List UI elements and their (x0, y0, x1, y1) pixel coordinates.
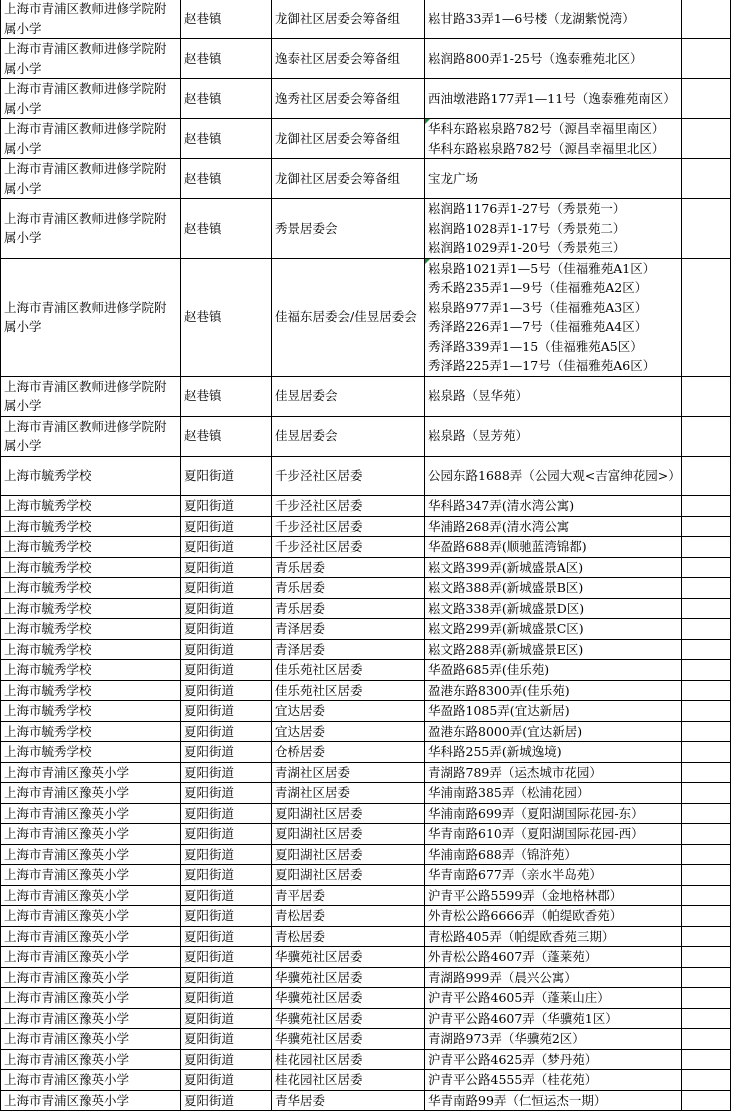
address-cell (425, 537, 682, 558)
school-cell: 上海市毓秀学校 (1, 680, 181, 701)
committee-cell: 佳福东居委会/佳昱居委会 (272, 258, 425, 376)
table-row (1, 39, 731, 79)
town-cell: 夏阳街道 (181, 516, 272, 537)
committee-cell: 华骥苑社区居委 (272, 1029, 425, 1050)
table-row (1, 742, 731, 763)
empty-cell (682, 516, 731, 537)
school-cell: 上海市青浦区教师进修学院附属小学 (1, 39, 181, 79)
empty-cell (682, 865, 731, 886)
committee-cell: 华骥苑社区居委 (272, 967, 425, 988)
empty-cell (682, 906, 731, 927)
school-cell: 上海市青浦区豫英小学 (1, 783, 181, 804)
address-line: 宝龙广场 (428, 170, 479, 186)
table-row (1, 844, 731, 865)
address-line: 华青南路610弄（夏阳湖国际花园-西） (428, 826, 644, 842)
address-cell (425, 159, 682, 199)
address-line: 盈港东路8000弄(宜达新居) (428, 723, 583, 739)
address-cell (425, 0, 682, 39)
table-row (1, 557, 731, 578)
school-cell: 上海市青浦区豫英小学 (1, 947, 181, 968)
table-row (1, 258, 731, 376)
town-cell: 赵巷镇 (181, 199, 272, 259)
address-line: 崧润路800弄1-25号（逸泰雅苑北区） (428, 50, 643, 66)
empty-cell (682, 762, 731, 783)
empty-cell (682, 79, 731, 119)
table-row (1, 1008, 731, 1029)
committee-cell: 青华居委 (272, 1090, 425, 1111)
school-cell: 上海市青浦区豫英小学 (1, 906, 181, 927)
table-row (1, 496, 731, 517)
town-cell: 夏阳街道 (181, 1008, 272, 1029)
address-cell (425, 598, 682, 619)
address-line: 华科东路崧泉路782号（源昌幸福里北区） (428, 140, 665, 156)
empty-cell (682, 456, 731, 495)
address-line: 沪青平公路4607弄（华骥苑1区） (428, 1010, 618, 1026)
table-row (1, 619, 731, 640)
committee-cell: 桂花园社区居委 (272, 1049, 425, 1070)
address-line: 秀泽路226弄1—7号（佳福雅苑A4区） (428, 319, 648, 335)
table-row (1, 783, 731, 804)
table-row (1, 639, 731, 660)
address-line: 秀泽路339弄1—15（佳福雅苑A5区） (428, 338, 643, 354)
empty-cell (682, 258, 731, 376)
committee-cell: 龙御社区居委会筹备组 (272, 119, 425, 159)
committee-cell: 龙御社区居委会筹备组 (272, 0, 425, 39)
address-cell (425, 865, 682, 886)
address-line: 华科东路崧泉路782号（源昌幸福里南区） (428, 121, 665, 136)
address-line: 华青南路99弄（仁恒运杰一期） (428, 1092, 607, 1108)
empty-cell (682, 1090, 731, 1111)
town-cell: 夏阳街道 (181, 598, 272, 619)
table-row (1, 119, 731, 159)
table-row (1, 701, 731, 722)
committee-cell: 秀景居委会 (272, 199, 425, 259)
table-row (1, 967, 731, 988)
school-cell: 上海市青浦区豫英小学 (1, 885, 181, 906)
address-cell (425, 1029, 682, 1050)
address-cell (425, 885, 682, 906)
empty-cell (682, 557, 731, 578)
table-row (1, 199, 731, 259)
committee-cell: 青乐居委 (272, 598, 425, 619)
empty-cell (682, 1008, 731, 1029)
address-line: 崧润路1029弄1-20号（秀景苑三） (428, 240, 626, 255)
address-line: 沪青平公路5599弄（金地格林郡） (428, 887, 623, 903)
address-cell (425, 1090, 682, 1111)
address-cell (425, 701, 682, 722)
address-line: 崧文路338弄(新城盛景D区) (428, 600, 585, 616)
committee-cell: 逸秀社区居委会筹备组 (272, 79, 425, 119)
town-cell: 赵巷镇 (181, 39, 272, 79)
school-cell: 上海市青浦区豫英小学 (1, 824, 181, 845)
address-line: 华盈路688弄(顺驰蓝湾锦都) (428, 539, 587, 555)
table-body (1, 0, 731, 1111)
empty-cell (682, 721, 731, 742)
address-line: 青湖路973弄（华骥苑2区） (428, 1031, 585, 1047)
table-row (1, 947, 731, 968)
committee-cell: 华骥苑社区居委 (272, 947, 425, 968)
empty-cell (682, 199, 731, 259)
address-cell (425, 742, 682, 763)
committee-cell: 千步泾社区居委 (272, 496, 425, 517)
table-row (1, 516, 731, 537)
address-cell (425, 660, 682, 681)
school-cell: 上海市毓秀学校 (1, 516, 181, 537)
empty-cell (682, 1070, 731, 1091)
address-line: 崧泉路977弄1—3号（佳福雅苑A3区） (428, 299, 648, 315)
empty-cell (682, 885, 731, 906)
address-cell (425, 988, 682, 1009)
committee-cell: 佳昱居委会 (272, 376, 425, 416)
table-row (1, 680, 731, 701)
empty-cell (682, 803, 731, 824)
address-line: 崧文路288弄(新城盛景E区) (428, 641, 584, 657)
committee-cell: 佳昱居委会 (272, 416, 425, 456)
empty-cell (682, 119, 731, 159)
address-line: 华浦南路385弄（松浦花园） (428, 785, 590, 801)
school-cell: 上海市青浦区豫英小学 (1, 844, 181, 865)
school-cell: 上海市青浦区豫英小学 (1, 988, 181, 1009)
school-cell: 上海市毓秀学校 (1, 742, 181, 763)
address-cell (425, 947, 682, 968)
town-cell: 夏阳街道 (181, 906, 272, 927)
empty-cell (682, 660, 731, 681)
school-cell: 上海市青浦区豫英小学 (1, 803, 181, 824)
address-line: 崧润路1176弄1-27号（秀景苑一） (428, 201, 626, 216)
town-cell: 夏阳街道 (181, 803, 272, 824)
empty-cell (682, 783, 731, 804)
table-row (1, 159, 731, 199)
committee-cell: 华骥苑社区居委 (272, 1008, 425, 1029)
table-row (1, 660, 731, 681)
committee-cell: 宜达居委 (272, 721, 425, 742)
address-cell (425, 967, 682, 988)
table-row (1, 762, 731, 783)
address-cell (425, 1070, 682, 1091)
empty-cell (682, 680, 731, 701)
address-line: 华青南路677弄（亲水半岛苑） (428, 867, 602, 883)
school-cell: 上海市青浦区豫英小学 (1, 1070, 181, 1091)
school-cell: 上海市毓秀学校 (1, 660, 181, 681)
committee-cell: 青泽居委 (272, 639, 425, 660)
school-cell: 上海市毓秀学校 (1, 578, 181, 599)
table-row (1, 1090, 731, 1111)
table-row (1, 926, 731, 947)
address-line: 青松路405弄（帕缇欧香苑三期） (428, 928, 615, 944)
empty-cell (682, 1049, 731, 1070)
committee-cell: 夏阳湖社区居委 (272, 824, 425, 845)
town-cell: 夏阳街道 (181, 762, 272, 783)
address-cell (425, 803, 682, 824)
committee-cell: 龙御社区居委会筹备组 (272, 159, 425, 199)
town-cell: 夏阳街道 (181, 1029, 272, 1050)
school-cell: 上海市青浦区教师进修学院附属小学 (1, 376, 181, 416)
town-cell: 夏阳街道 (181, 639, 272, 660)
table-row (1, 0, 731, 39)
address-cell (425, 119, 682, 159)
address-line: 崧泉路1021弄1—5号（佳福雅苑A1区） (428, 260, 656, 276)
committee-cell: 青平居委 (272, 885, 425, 906)
empty-cell (682, 947, 731, 968)
school-cell: 上海市青浦区教师进修学院附属小学 (1, 416, 181, 456)
committee-cell: 青松居委 (272, 926, 425, 947)
town-cell: 夏阳街道 (181, 496, 272, 517)
empty-cell (682, 537, 731, 558)
committee-cell: 夏阳湖社区居委 (272, 865, 425, 886)
town-cell: 夏阳街道 (181, 537, 272, 558)
address-line: 盈港东路8300弄(佳乐苑) (428, 682, 570, 698)
empty-cell (682, 496, 731, 517)
school-cell: 上海市毓秀学校 (1, 496, 181, 517)
address-line: 崧文路399弄(新城盛景A区) (428, 559, 584, 575)
address-line: 崧润路1028弄1-17号（秀景苑二） (428, 220, 626, 236)
committee-cell: 青乐居委 (272, 578, 425, 599)
address-line: 华科路255弄(新城逸境) (428, 744, 562, 760)
town-cell: 夏阳街道 (181, 1049, 272, 1070)
school-cell: 上海市青浦区教师进修学院附属小学 (1, 199, 181, 259)
address-line: 外青松公路4607弄（蓬莱苑） (428, 949, 598, 965)
committee-cell: 青松居委 (272, 906, 425, 927)
town-cell: 赵巷镇 (181, 416, 272, 456)
address-line: 崧泉路（昱芳苑） (428, 428, 529, 444)
town-cell: 夏阳街道 (181, 660, 272, 681)
address-line: 沪青平公路4605弄（蓬莱山庄） (428, 990, 610, 1006)
empty-cell (682, 0, 731, 39)
committee-cell: 千步泾社区居委 (272, 456, 425, 495)
address-cell (425, 639, 682, 660)
school-cell: 上海市青浦区豫英小学 (1, 1029, 181, 1050)
town-cell: 夏阳街道 (181, 988, 272, 1009)
empty-cell (682, 159, 731, 199)
town-cell: 夏阳街道 (181, 456, 272, 495)
address-line: 华浦南路699弄（夏阳湖国际花园-东） (428, 805, 644, 821)
empty-cell (682, 578, 731, 599)
table-row (1, 416, 731, 456)
table-row (1, 598, 731, 619)
table-row (1, 803, 731, 824)
address-line: 华科路347弄(清水湾公寓) (428, 498, 575, 514)
town-cell: 赵巷镇 (181, 79, 272, 119)
town-cell: 夏阳街道 (181, 1090, 272, 1111)
address-cell (425, 762, 682, 783)
address-line: 华盈路685弄(佳乐苑) (428, 662, 550, 678)
town-cell: 夏阳街道 (181, 865, 272, 886)
address-line: 沪青平公路4555弄（桂花苑） (428, 1072, 598, 1088)
table-row (1, 376, 731, 416)
town-cell: 夏阳街道 (181, 926, 272, 947)
committee-cell: 千步泾社区居委 (272, 537, 425, 558)
town-cell: 夏阳街道 (181, 947, 272, 968)
address-line: 青湖路999弄（晨兴公寓） (428, 969, 577, 985)
empty-cell (682, 39, 731, 79)
empty-cell (682, 742, 731, 763)
empty-cell (682, 639, 731, 660)
town-cell: 夏阳街道 (181, 557, 272, 578)
town-cell: 夏阳街道 (181, 844, 272, 865)
school-cell: 上海市青浦区豫英小学 (1, 926, 181, 947)
address-line: 崧文路299弄(新城盛景C区) (428, 621, 584, 637)
empty-cell (682, 701, 731, 722)
committee-cell: 千步泾社区居委 (272, 516, 425, 537)
empty-cell (682, 376, 731, 416)
committee-cell: 逸泰社区居委会筹备组 (272, 39, 425, 79)
school-cell: 上海市青浦区教师进修学院附属小学 (1, 119, 181, 159)
table-row (1, 988, 731, 1009)
school-cell: 上海市青浦区豫英小学 (1, 967, 181, 988)
town-cell: 夏阳街道 (181, 680, 272, 701)
address-line: 青湖路789弄（运杰城市花园） (428, 764, 602, 780)
table-row (1, 1029, 731, 1050)
empty-cell (682, 1029, 731, 1050)
committee-cell: 华骥苑社区居委 (272, 988, 425, 1009)
table-row (1, 721, 731, 742)
town-cell: 赵巷镇 (181, 376, 272, 416)
address-line: 秀泽路225弄1—17号（佳福雅苑A6区） (428, 358, 656, 374)
school-cell: 上海市青浦区豫英小学 (1, 1008, 181, 1029)
address-cell (425, 721, 682, 742)
address-line: 西油墩港路177弄1—11号（逸泰雅苑南区） (428, 90, 676, 106)
school-cell: 上海市毓秀学校 (1, 619, 181, 640)
town-cell: 赵巷镇 (181, 258, 272, 376)
town-cell: 夏阳街道 (181, 619, 272, 640)
address-line: 华浦南路688弄（锦浒苑） (428, 846, 577, 862)
school-cell: 上海市青浦区豫英小学 (1, 1090, 181, 1111)
address-line: 崧泉路（昱华苑） (428, 388, 529, 404)
empty-cell (682, 988, 731, 1009)
committee-cell: 佳乐苑社区居委 (272, 680, 425, 701)
town-cell: 夏阳街道 (181, 1070, 272, 1091)
address-line: 崧文路388弄(新城盛景B区) (428, 580, 584, 596)
school-cell: 上海市毓秀学校 (1, 701, 181, 722)
town-cell: 赵巷镇 (181, 119, 272, 159)
address-line: 华盈路1085弄(宜达新居) (428, 703, 570, 719)
address-cell (425, 906, 682, 927)
address-line: 公园东路1688弄（公园大观<吉富绅花园>） (428, 468, 681, 484)
address-cell (425, 258, 682, 376)
school-cell: 上海市青浦区豫英小学 (1, 1049, 181, 1070)
committee-cell: 夏阳湖社区居委 (272, 803, 425, 824)
town-cell: 夏阳街道 (181, 742, 272, 763)
address-cell (425, 376, 682, 416)
empty-cell (682, 619, 731, 640)
address-cell (425, 199, 682, 259)
address-cell (425, 1008, 682, 1029)
address-cell (425, 1049, 682, 1070)
committee-cell: 青湖社区居委 (272, 762, 425, 783)
committee-cell: 仓桥居委 (272, 742, 425, 763)
town-cell: 夏阳街道 (181, 701, 272, 722)
table-row (1, 79, 731, 119)
town-cell: 夏阳街道 (181, 824, 272, 845)
town-cell: 赵巷镇 (181, 159, 272, 199)
committee-cell: 青泽居委 (272, 619, 425, 640)
address-cell (425, 496, 682, 517)
empty-cell (682, 598, 731, 619)
address-cell (425, 79, 682, 119)
address-cell (425, 578, 682, 599)
address-line: 沪青平公路4625弄（梦丹苑） (428, 1051, 598, 1067)
empty-cell (682, 926, 731, 947)
school-cell: 上海市毓秀学校 (1, 721, 181, 742)
address-cell (425, 619, 682, 640)
table-row (1, 906, 731, 927)
town-cell: 夏阳街道 (181, 885, 272, 906)
table-row (1, 537, 731, 558)
school-cell: 上海市青浦区教师进修学院附属小学 (1, 159, 181, 199)
school-cell: 上海市毓秀学校 (1, 639, 181, 660)
empty-cell (682, 416, 731, 456)
school-cell: 上海市毓秀学校 (1, 456, 181, 495)
school-cell: 上海市青浦区教师进修学院附属小学 (1, 0, 181, 39)
table-row (1, 865, 731, 886)
address-cell (425, 416, 682, 456)
table-row (1, 578, 731, 599)
empty-cell (682, 824, 731, 845)
address-cell (425, 824, 682, 845)
school-cell: 上海市青浦区豫英小学 (1, 762, 181, 783)
address-cell (425, 557, 682, 578)
table-row (1, 1070, 731, 1091)
school-cell: 上海市青浦区教师进修学院附属小学 (1, 258, 181, 376)
table-row (1, 1049, 731, 1070)
town-cell: 夏阳街道 (181, 967, 272, 988)
address-cell (425, 680, 682, 701)
committee-cell: 宜达居委 (272, 701, 425, 722)
address-line: 秀禾路235弄1—9号（佳福雅苑A2区） (428, 280, 648, 296)
table-row (1, 456, 731, 495)
address-line: 华浦路268弄(清水湾公寓 (428, 518, 570, 534)
school-cell: 上海市青浦区教师进修学院附属小学 (1, 79, 181, 119)
table-row (1, 885, 731, 906)
committee-cell: 夏阳湖社区居委 (272, 844, 425, 865)
address-cell (425, 39, 682, 79)
address-cell (425, 926, 682, 947)
address-cell (425, 516, 682, 537)
school-cell: 上海市青浦区豫英小学 (1, 865, 181, 886)
town-cell: 夏阳街道 (181, 783, 272, 804)
school-cell: 上海市毓秀学校 (1, 537, 181, 558)
empty-cell (682, 967, 731, 988)
committee-cell: 青湖社区居委 (272, 783, 425, 804)
address-cell (425, 456, 682, 495)
school-cell: 上海市毓秀学校 (1, 598, 181, 619)
address-line: 外青松公路6666弄（帕缇欧香苑） (428, 908, 623, 924)
town-cell: 夏阳街道 (181, 578, 272, 599)
committee-cell: 青乐居委 (272, 557, 425, 578)
table-row (1, 824, 731, 845)
address-cell (425, 783, 682, 804)
school-cell: 上海市毓秀学校 (1, 557, 181, 578)
town-cell: 赵巷镇 (181, 0, 272, 39)
town-cell: 夏阳街道 (181, 721, 272, 742)
empty-cell (682, 844, 731, 865)
committee-cell: 佳乐苑社区居委 (272, 660, 425, 681)
committee-cell: 桂花园社区居委 (272, 1070, 425, 1091)
address-cell (425, 844, 682, 865)
address-line: 崧甘路33弄1—6号楼（龙湖紫悦湾） (428, 10, 635, 26)
